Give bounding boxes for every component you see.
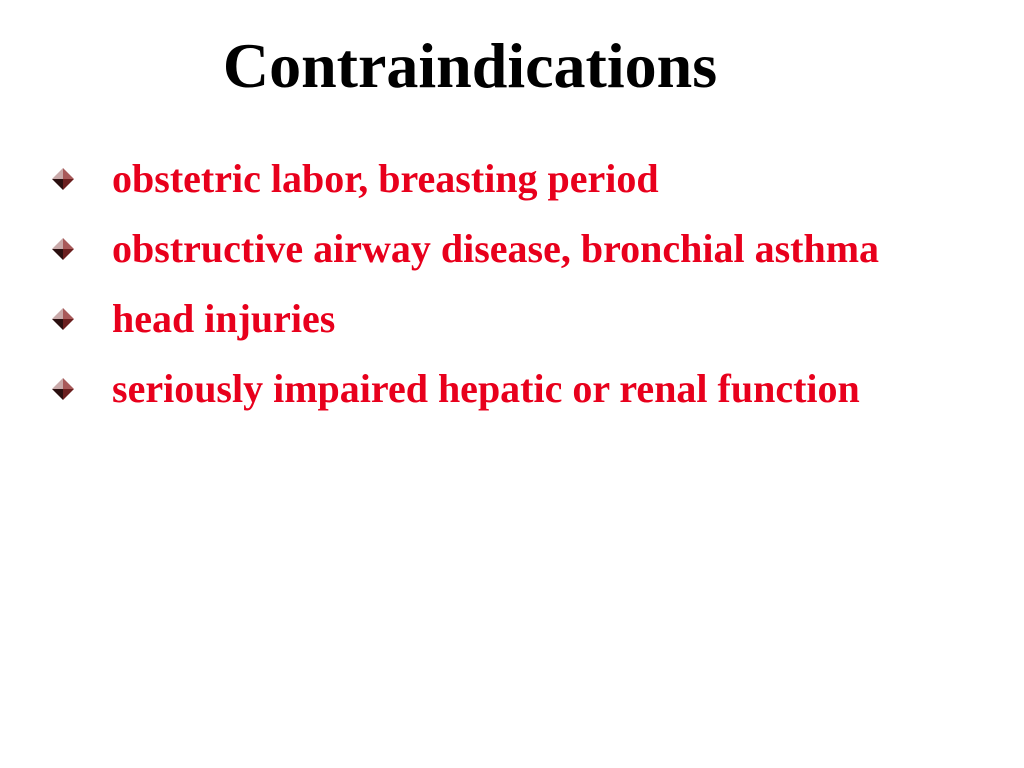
bullet-text: seriously impaired hepatic or renal function bbox=[112, 366, 860, 411]
list-item bbox=[48, 360, 1018, 430]
diamond-arrow-bullet-icon bbox=[48, 307, 78, 331]
slide-title: Contraindications bbox=[222, 30, 718, 101]
list-item bbox=[48, 220, 1018, 290]
diamond-arrow-bullet-icon bbox=[48, 167, 78, 191]
bullet-text: head injuries bbox=[112, 296, 336, 341]
list-item bbox=[48, 150, 1018, 220]
diamond-arrow-bullet-icon bbox=[48, 237, 78, 261]
bullet-text: obstructive airway disease, bronchial asthma bbox=[112, 226, 880, 271]
diamond-arrow-bullet-icon bbox=[48, 377, 78, 401]
bullet-list bbox=[48, 150, 1018, 430]
bullet-text: obstetric labor, breasting period bbox=[112, 156, 659, 201]
list-item bbox=[48, 290, 1018, 360]
